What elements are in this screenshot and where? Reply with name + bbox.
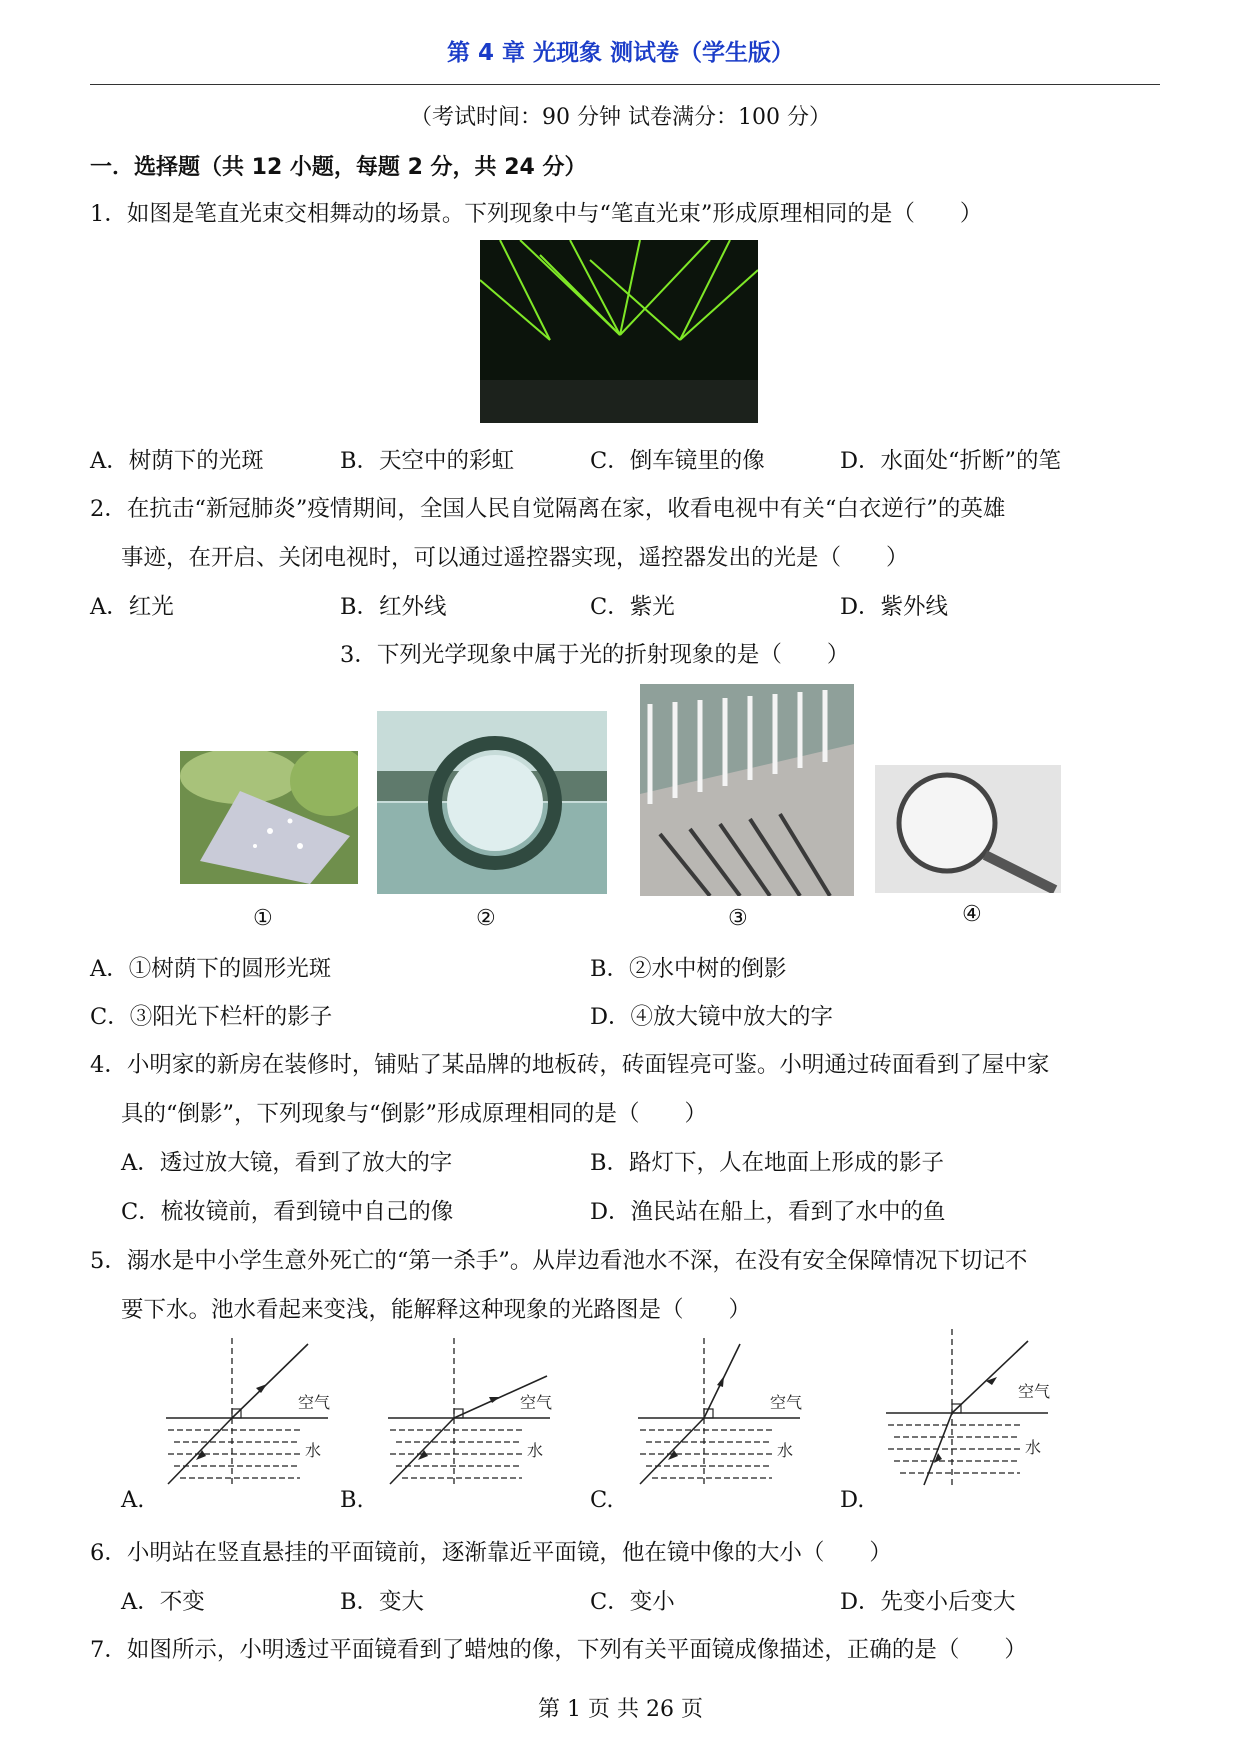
exam-info: （考试时间：90 分钟 试卷满分：100 分） [410,105,831,130]
question-7-stem: 7．如图所示，小明透过平面镜看到了蜡烛的像，下列有关平面镜成像描述，正确的是（ ） [90,1637,1027,1663]
question-5-stem-line-1: 5．溺水是中小学生意外死亡的“第一杀手”。从岸边看池水不深，在没有安全保障情况下切记不 [90,1248,1028,1274]
q5-option-a: A. [121,1487,145,1513]
arch-bridge-reflection-photo [377,711,607,894]
figure-label-4: ④ [962,902,982,927]
q3-option-d: D．④放大镜中放大的字 [590,1004,834,1030]
question-4-stem-line-1: 4．小明家的新房在装修时，铺贴了某品牌的地板砖，砖面锃亮可鉴。小明通过砖面看到了屋中家 [90,1052,1050,1078]
light-path-diagram-b [382,1330,572,1490]
q4-option-d: D．渔民站在船上，看到了水中的鱼 [590,1199,946,1225]
diagram-d-air-label: 空气 [1018,1382,1051,1401]
q4-option-b: B．路灯下，人在地面上形成的影子 [590,1150,945,1176]
q2-option-d: D．紫外线 [840,594,949,620]
question-2-stem-line-2: 事迹，在开启、关闭电视时，可以通过遥控器实现，遥控器发出的光是（ ） [121,545,909,571]
figure-label-2: ② [476,906,496,931]
q6-option-b: B．变大 [340,1589,425,1615]
question-4-stem-line-2: 具的“倒影”，下列现象与“倒影”形成原理相同的是（ ） [121,1101,708,1127]
q4-option-c: C．梳妆镜前，看到镜中自己的像 [121,1199,454,1225]
q3-option-c: C．③阳光下栏杆的影子 [90,1004,333,1030]
diagram-b-air-label: 空气 [520,1393,553,1412]
diagram-c-air-label: 空气 [770,1393,803,1412]
q6-option-d: D．先变小后变大 [840,1589,1016,1615]
q1-option-b: B．天空中的彩虹 [340,448,515,474]
q2-option-c: C．紫光 [590,594,675,620]
question-3-stem: 3．下列光学现象中属于光的折射现象的是（ ） [340,642,850,668]
question-6-stem: 6．小明站在竖直悬挂的平面镜前，逐渐靠近平面镜，他在镜中像的大小（ ） [90,1540,892,1566]
section-title: 一．选择题（共 12 小题，每题 2 分，共 24 分） [90,155,587,180]
railing-shadow-photo [640,684,854,896]
q3-option-b: B．②水中树的倒影 [590,956,787,982]
light-path-diagram-d [880,1325,1070,1490]
diagram-a-air-label: 空气 [298,1393,331,1412]
light-path-diagram-c [632,1330,822,1490]
q2-option-a: A．红光 [90,594,174,620]
q1-option-d: D．水面处“折断”的笔 [840,448,1062,474]
q1-option-c: C．倒车镜里的像 [590,448,765,474]
q5-option-b: B. [340,1487,364,1513]
magnifier-text-photo [875,765,1061,893]
page-footer: 第 1 页 共 26 页 [538,1697,703,1722]
header-divider [90,84,1160,85]
question-2-stem-line-1: 2．在抗击“新冠肺炎”疫情期间，全国人民自觉隔离在家，收看电视中有关“白衣逆行”的英雄 [90,496,1006,522]
question-1-stem: 1．如图是笔直光束交相舞动的场景。下列现象中与“笔直光束”形成原理相同的是（ ） [90,201,983,227]
diagram-d-water-label: 水 [1025,1438,1042,1457]
light-path-diagram-a [160,1330,350,1490]
q2-option-b: B．红外线 [340,594,447,620]
q5-option-c: C. [590,1487,614,1513]
q6-option-a: A．不变 [121,1589,205,1615]
q1-option-a: A．树荫下的光斑 [90,448,264,474]
tree-shade-light-spots-photo [180,751,358,884]
page-title: 第 4 章 光现象 测试卷（学生版） [446,40,795,66]
diagram-a-water-label: 水 [305,1441,322,1460]
q6-option-c: C．变小 [590,1589,675,1615]
q3-option-a: A．①树荫下的圆形光斑 [90,956,332,982]
question-5-stem-line-2: 要下水。池水看起来变浅，能解释这种现象的光路图是（ ） [121,1297,752,1323]
diagram-c-water-label: 水 [777,1441,794,1460]
diagram-b-water-label: 水 [527,1441,544,1460]
figure-label-3: ③ [728,906,748,931]
q4-option-a: A．透过放大镜，看到了放大的字 [121,1150,453,1176]
laser-show-photo [480,240,758,423]
q5-option-d: D. [840,1487,865,1513]
figure-label-1: ① [253,906,273,931]
